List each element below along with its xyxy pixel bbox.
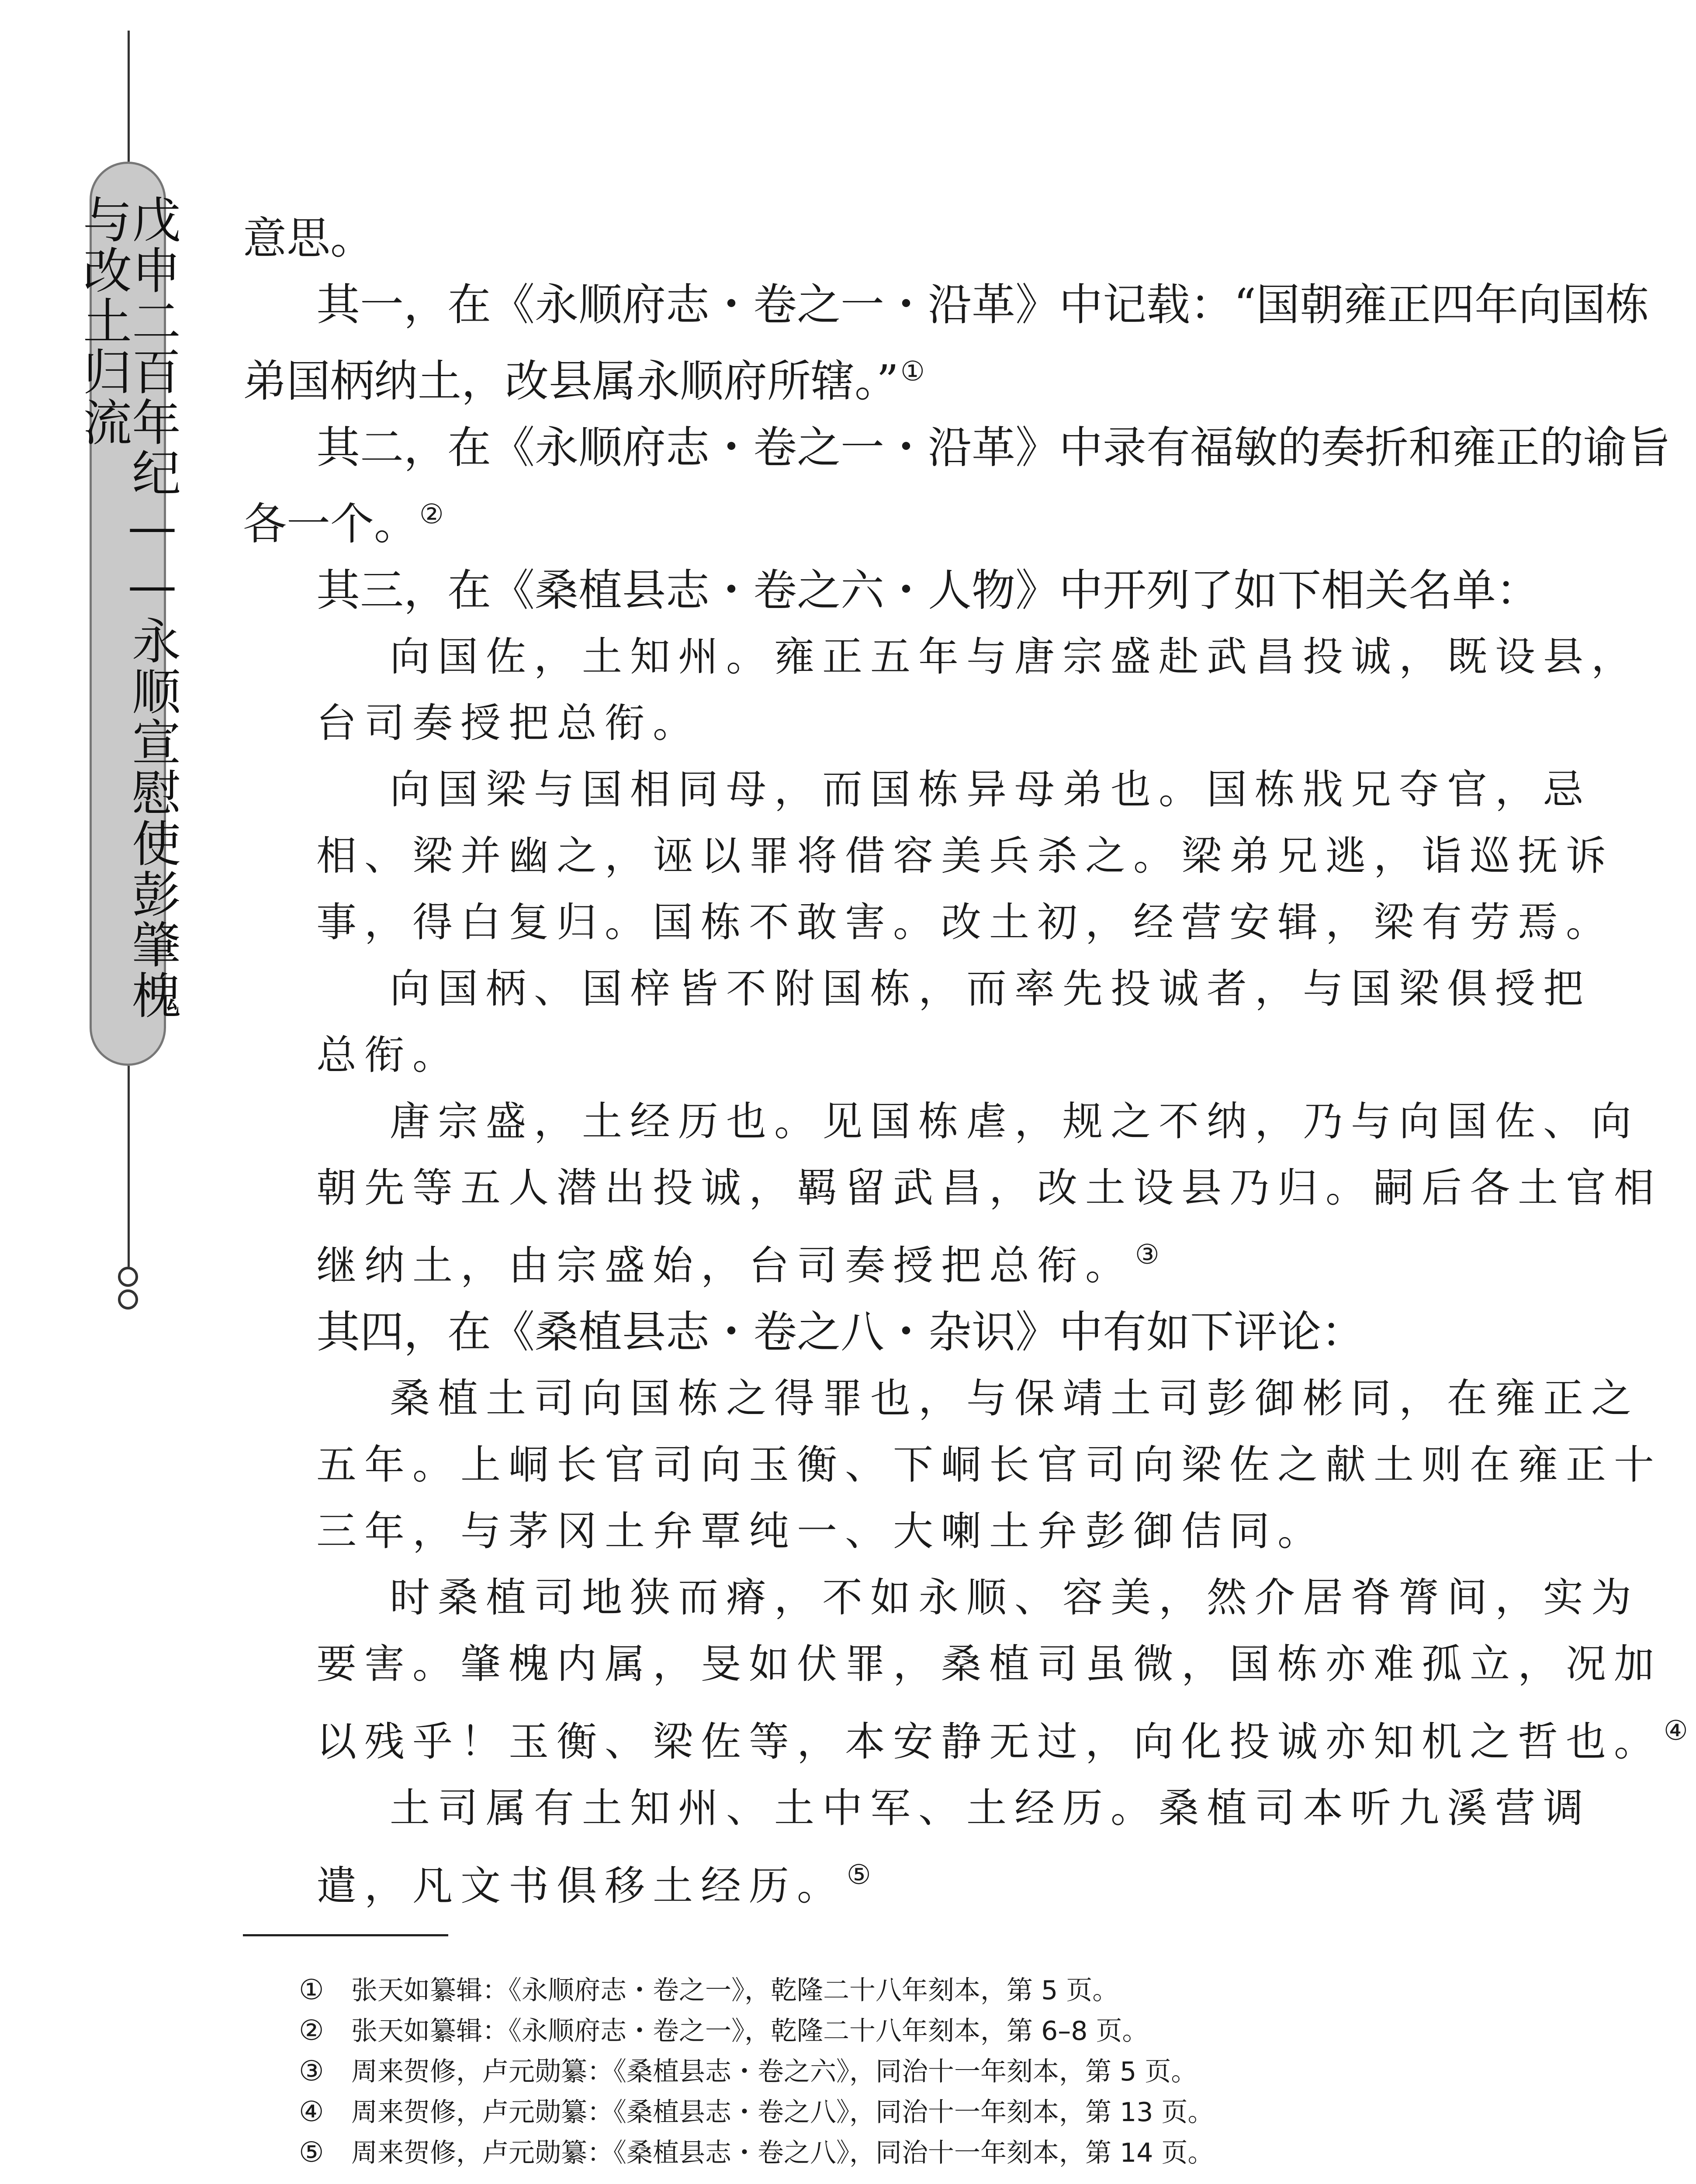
footnote: ⑤ 周来贺修，卢元勋纂：《桑植县志・卷之八》，同治十一年刻本，第 14 页。: [299, 2136, 1214, 2169]
quote-line: 唐宗盛，土经历也。见国栋虐，规之不纳，乃与向国佐、向: [390, 1098, 1640, 1145]
paragraph: 其一，在《永顺府志・卷之一・沿革》中记载：“国朝雍正四年向国栋: [316, 279, 1650, 330]
paragraph: 意思。: [243, 213, 374, 264]
paragraph-continued: 弟国柄纳土，改县属永顺府所辖。”①: [243, 355, 925, 407]
quote-line: 向国佐，土知州。雍正五年与唐宗盛赴武昌投诚，既设县，: [390, 633, 1640, 680]
quote-line: 桑植土司向国栋之得罪也，与保靖土司彭御彬同，在雍正之: [390, 1375, 1640, 1422]
footnote-marker[interactable]: ②: [419, 498, 444, 530]
footnote: ④ 周来贺修，卢元勋纂：《桑植县志・卷之八》，同治十一年刻本，第 13 页。: [299, 2096, 1214, 2128]
quote-line: 相、梁并幽之，诬以罪将借容美兵杀之。梁弟兄逃，诣巡抚诉: [316, 833, 1614, 879]
running-title: 戊申二百年纪——永顺宣慰使彭肇槐与改土归流: [75, 194, 181, 1021]
footnote: ① 张天如纂辑：《永顺府志・卷之一》，乾隆二十八年刻本，第 5 页。: [299, 1974, 1119, 2006]
paragraph-continued: 各一个。②: [243, 498, 444, 549]
quote-line: 五年。上峒长官司向玉衡、下峒长官司向梁佐之献土则在雍正十: [316, 1441, 1662, 1488]
running-title-tab: [75, 162, 181, 1066]
paragraph: 其三，在《桑植县志・卷之六・人物》中开列了如下相关名单：: [316, 565, 1540, 616]
side-rule-middle: [128, 1066, 130, 1267]
footnote-marker[interactable]: ④: [1664, 1714, 1696, 1746]
footnote-separator: [243, 1934, 448, 1936]
footnote-marker[interactable]: ①: [900, 355, 925, 387]
side-circle-icon: [118, 1267, 138, 1287]
side-rule-top: [128, 31, 130, 162]
quote-line: 向国柄、国梓皆不附国栋，而率先投诚者，与国梁俱授把: [390, 965, 1592, 1012]
quote-line: 继纳土，由宗盛始，台司奏授把总衔。③: [316, 1238, 1167, 1289]
quote-line: 台司奏授把总衔。: [316, 700, 701, 746]
quote-line: 遣，凡文书俱移土经历。⑤: [316, 1859, 879, 1909]
footnote-marker[interactable]: ③: [1135, 1238, 1167, 1270]
quote-line: 土司属有土知州、土中军、土经历。桑植司本听九溪营调: [390, 1785, 1592, 1832]
quote-line: 向国梁与国相同母，而国栋异母弟也。国栋戕兄夺官，忌: [390, 766, 1592, 813]
quote-line: 以残乎！玉衡、梁佐等，本安静无过，向化投诚亦知机之哲也。④: [316, 1714, 1696, 1765]
main-text: [243, 205, 1696, 1919]
paragraph: 其二，在《永顺府志・卷之一・沿革》中录有福敏的奏折和雍正的谕旨: [316, 422, 1671, 473]
side-circle-icon: [118, 1289, 138, 1310]
quote-line: 总衔。: [316, 1032, 461, 1078]
quote-line: 朝先等五人潜出投诚，羁留武昌，改土设县乃归。嗣后各土官相: [316, 1165, 1662, 1211]
footnote: ③ 周来贺修，卢元勋纂：《桑植县志・卷之六》，同治十一年刻本，第 5 页。: [299, 2055, 1198, 2087]
footnotes: [299, 1970, 1487, 2173]
paragraph: 其四，在《桑植县志・卷之八・杂识》中有如下评论：: [316, 1306, 1365, 1358]
quote-line: 事，得白复归。国栋不敢害。改土初，经营安辑，梁有劳焉。: [316, 899, 1614, 946]
footnote: ② 张天如纂辑：《永顺府志・卷之一》，乾隆二十八年刻本，第 6–8 页。: [299, 2015, 1149, 2047]
footnote-marker[interactable]: ⑤: [847, 1859, 879, 1890]
quote-line: 时桑植司地狭而瘠，不如永顺、容美，然介居脊膂间，实为: [390, 1574, 1640, 1621]
quote-line: 三年，与茅冈土弁覃纯一、大喇土弁彭御佶同。: [316, 1508, 1326, 1555]
quote-line: 要害。肇槐内属，旻如伏罪，桑植司虽微，国栋亦难孤立，况加: [316, 1641, 1662, 1687]
